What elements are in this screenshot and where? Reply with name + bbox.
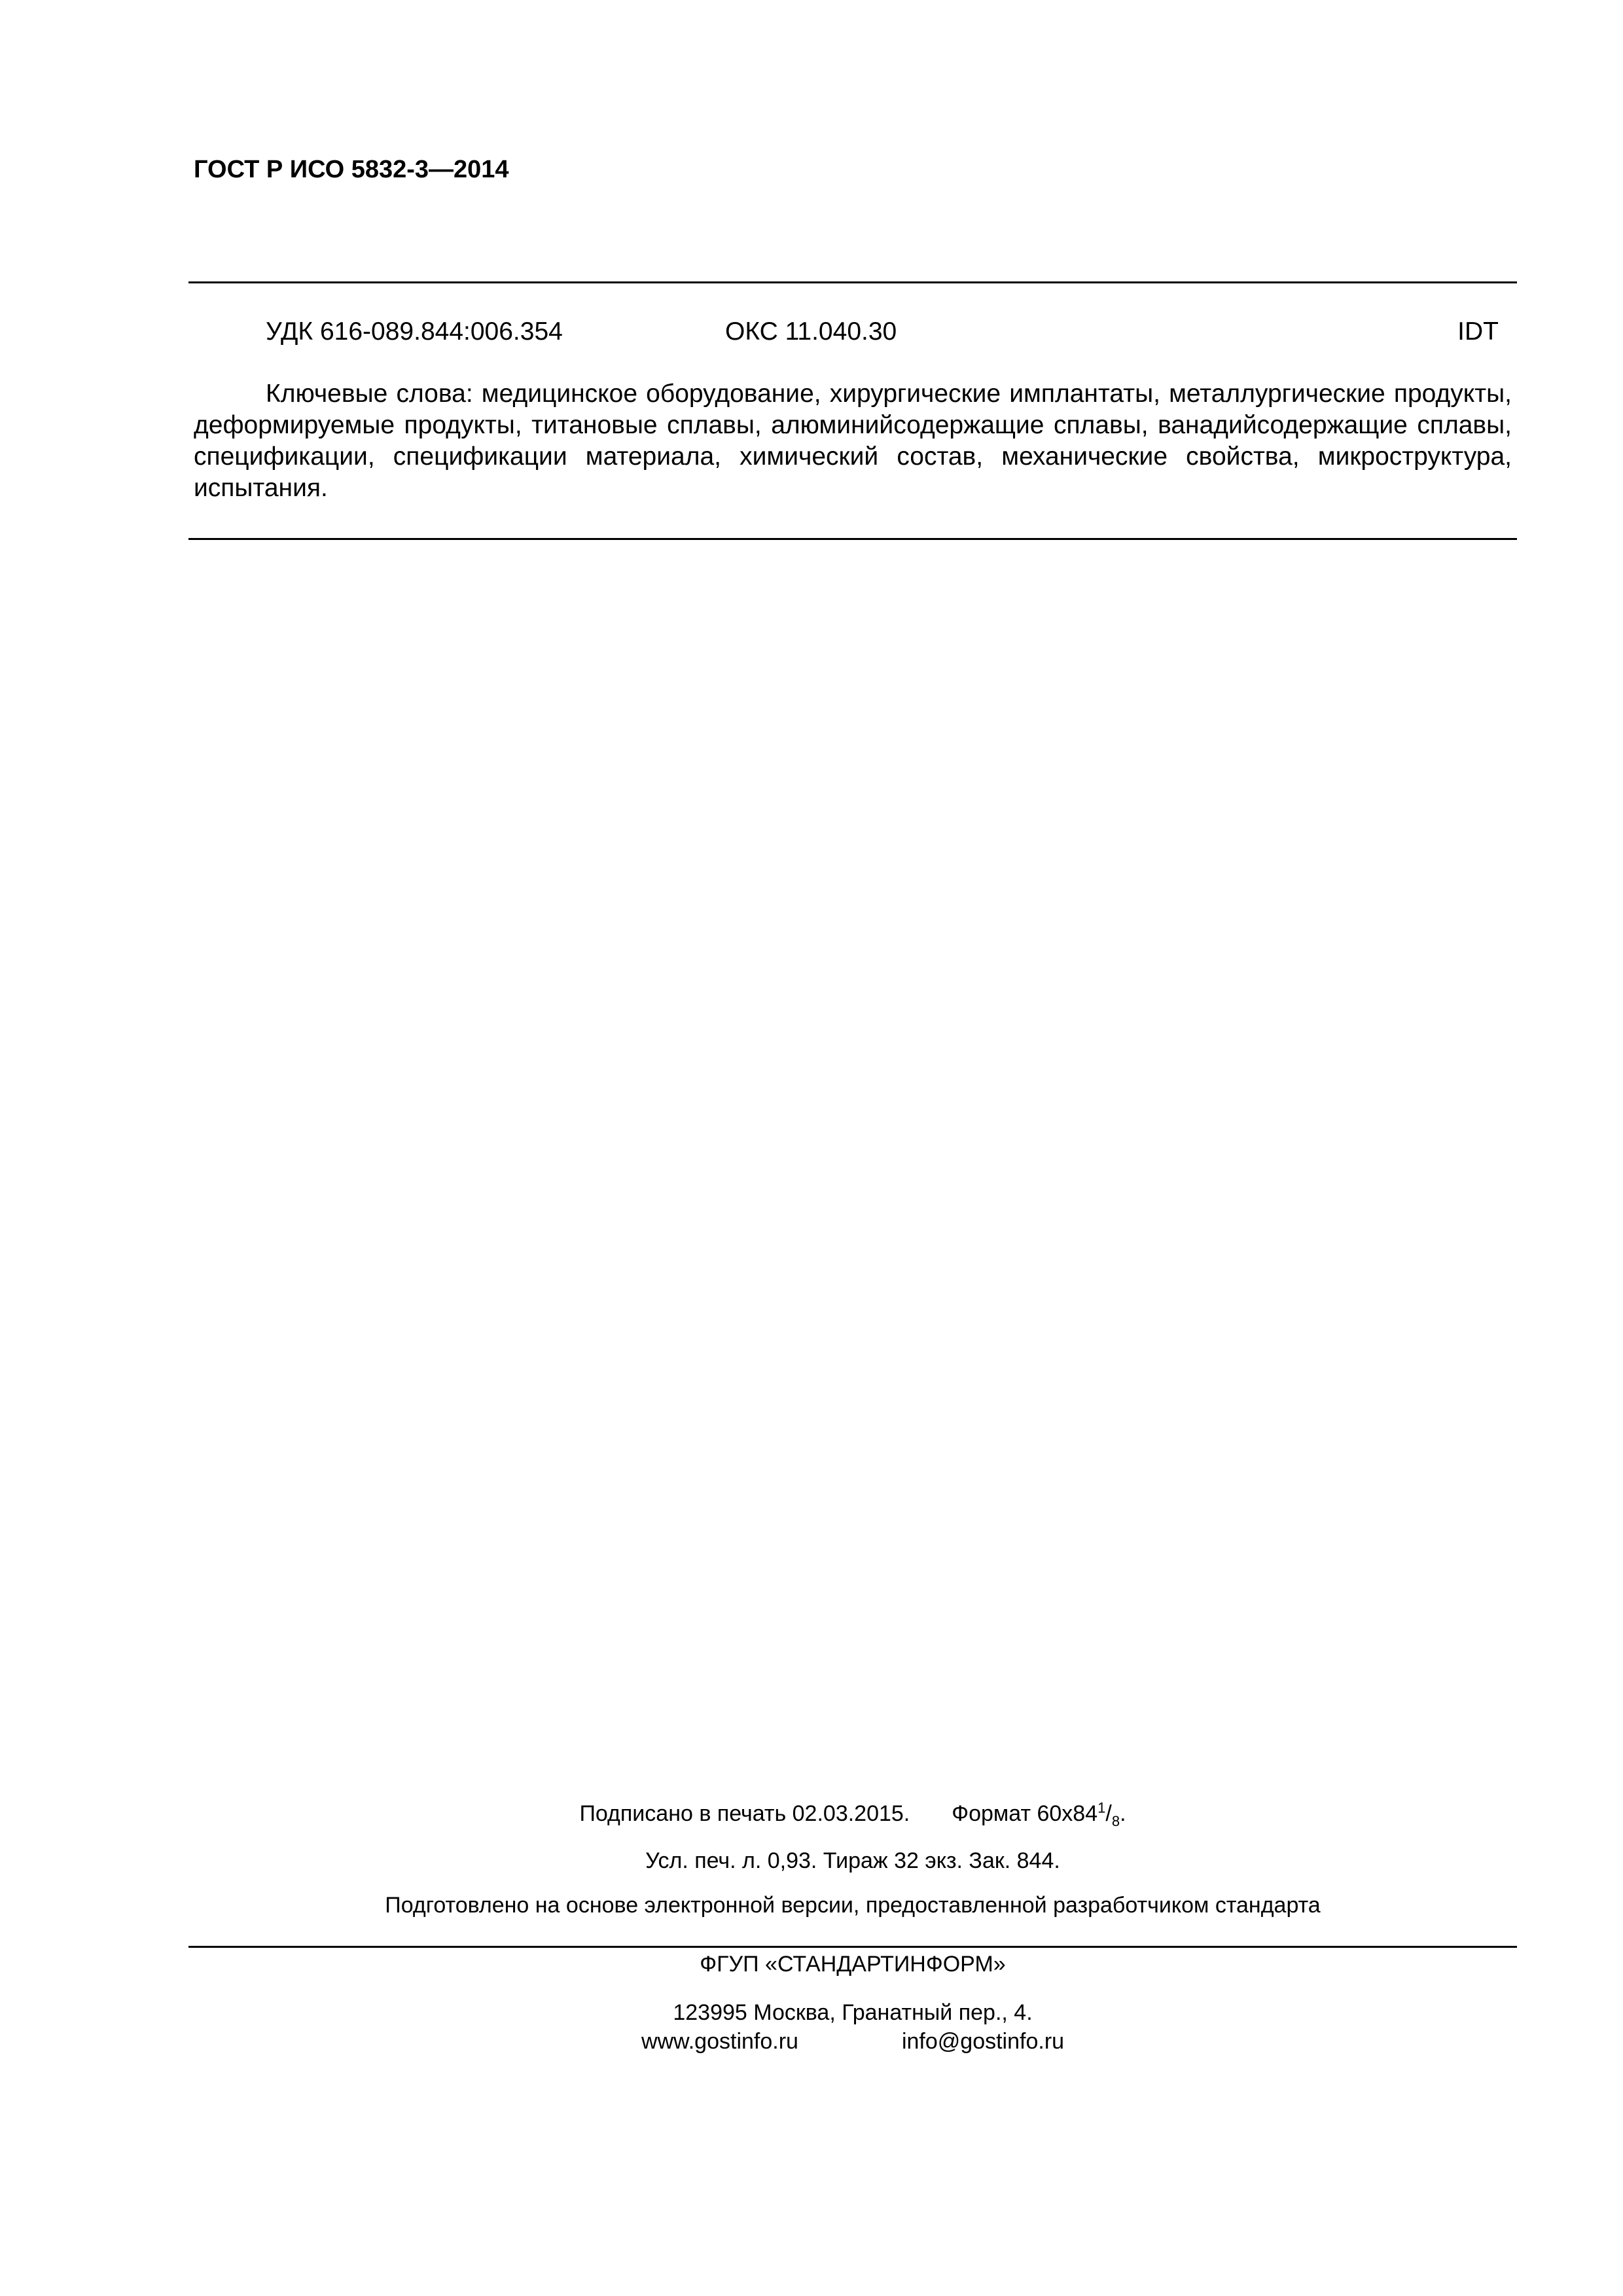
idt-label: IDT	[1457, 317, 1499, 346]
udk-code: УДК 616-089.844:006.354	[266, 317, 563, 346]
format-text: Формат $60x84^1/_8$.	[952, 1799, 1126, 1829]
signed-date-text: Подписано в печать 02.03.2015.	[579, 1801, 910, 1826]
print-signed-line	[188, 1799, 1517, 1829]
publisher-rule	[188, 1946, 1517, 1948]
email-link[interactable]: info@gostinfo.ru	[901, 2029, 1065, 2054]
keywords-bottom-rule	[188, 538, 1517, 540]
website-link[interactable]: www.gostinfo.ru	[641, 2029, 798, 2054]
top-rule	[188, 281, 1517, 283]
document-code: ГОСТ Р ИСО 5832-3—2014	[194, 156, 509, 183]
print-info-line: Усл. печ. л. 0,93. Тираж 32 экз. Зак. 844.	[645, 1848, 1060, 1873]
publisher-address: 123995 Москва, Гранатный пер., 4.	[673, 2000, 1033, 2025]
oks-code: ОКС 11.040.30	[725, 317, 897, 346]
keywords-paragraph: Ключевые слова: медицинское оборудование, хирургические имплантаты, металлургические продукты, деформируемые продукты, титановые сплавы, алюминийсодержащие сплавы, ванадийсодержащие сплавы, спецификации, спецификации материала, химический состав, механические свойства, микроструктура, испытания.	[194, 380, 1512, 502]
publisher-name: ФГУП «СТАНДАРТИНФОРМ»	[700, 1952, 1006, 1977]
prepared-note: Подготовлено на основе электронной версии, предоставленной разработчиком стандарта	[385, 1893, 1321, 1918]
classification-row	[194, 314, 1503, 350]
publisher-contacts	[188, 2026, 1517, 2056]
